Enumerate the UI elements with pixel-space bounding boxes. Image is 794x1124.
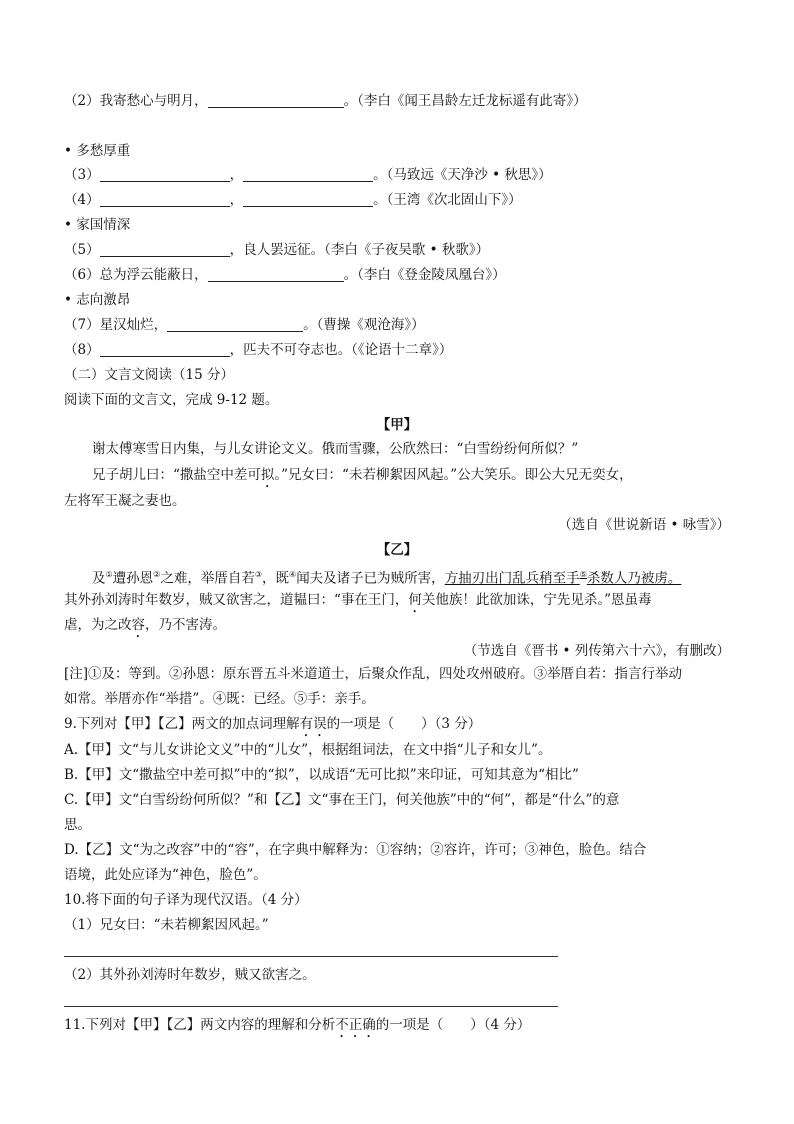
poem-question-5: [64, 241, 489, 259]
question-text: （8）: [64, 342, 100, 358]
option-d-cont: 语境，此处应译为“神色，脸色”。: [64, 867, 267, 883]
passage-text: 遭孙恩: [112, 570, 154, 587]
passage-text: 其外孙刘涛时年数岁，贼又欲害之，道韫曰：“事在王门，: [64, 592, 409, 608]
annotation-line: [注]①及：等到。②孙恩：原东晋五斗米道道士，后聚众作乱，四处攻州破府。③举厝自若：指言行举动: [64, 666, 683, 682]
question-text: ，匹夫不可夺志也。（《论语十二章》）: [229, 342, 453, 358]
footnote-mark: ③: [254, 570, 263, 579]
underlined-sentence: 方抽刃出门乱兵稍至手: [444, 570, 580, 587]
answer-blank[interactable]: [100, 242, 230, 257]
answer-blank[interactable]: [243, 167, 373, 182]
answer-blank[interactable]: [100, 192, 230, 207]
answer-blank[interactable]: [167, 317, 303, 332]
footnote-mark: ⑤: [579, 570, 587, 579]
poem-question-7: [64, 316, 425, 334]
passage-text: ，乃不害涛。: [145, 617, 226, 633]
question-text: 11.下列对【甲】【乙】两文内容的理解和分析: [64, 1017, 336, 1033]
question-text: 。（王湾《次北固山下》）: [373, 192, 522, 208]
passage-yi-source: （节选自《晋书 • 列传第六十六》，有删改）: [463, 643, 730, 659]
poem-question-6: [64, 266, 506, 284]
question-text: （3）: [64, 167, 100, 183]
question-text: ，良人罢远征。（李白《子夜吴歌 • 秋歌》）: [229, 242, 490, 258]
underlined-sentence: 杀数人乃被虏。: [586, 570, 682, 587]
passage-yi-title: 【乙】: [376, 542, 418, 558]
section-heading: • 志向激昂: [64, 292, 131, 308]
answer-blank[interactable]: [243, 192, 373, 207]
poem-question-8: [64, 341, 452, 359]
answer-blank[interactable]: [100, 342, 230, 357]
passage-jia-line: 左将军王凝之妻也。: [64, 493, 186, 509]
poem-question-2: [64, 92, 587, 110]
passage-text: 。”兄女曰：“未若柳絮因风起。”公大笑乐。即公大兄无奕女，: [274, 467, 633, 483]
option-c-cont: 思。: [64, 817, 91, 833]
section-instruction: 阅读下面的文言文，完成 9-12 题。: [64, 392, 279, 408]
question-text: （2）我寄愁心与明月，: [64, 93, 208, 109]
question-text: ，: [229, 192, 244, 208]
passage-jia-source: （选自《世说新语 • 咏雪》）: [558, 517, 730, 533]
question-text: 。（李白《登金陵凤凰台》）: [343, 267, 506, 283]
passage-text: 之难，举厝自若: [160, 570, 255, 587]
section-heading: • 多愁厚重: [64, 143, 131, 159]
answer-blank[interactable]: [208, 93, 344, 108]
passage-yi-line: [92, 566, 681, 588]
dotted-word: 拟: [260, 467, 275, 483]
answer-line[interactable]: [64, 956, 558, 957]
question-text: （6）总为浮云能蔽日，: [64, 267, 208, 283]
answer-blank[interactable]: [208, 267, 344, 282]
passage-jia-line: 谢太傅寒雪日内集，与儿女讲论文义。俄而雪骤，公欣然曰：“白雪纷纷何所似？”: [92, 441, 579, 457]
passage-text: 闻夫及诸子已为贼所害，: [296, 570, 445, 587]
dotted-word: 何: [408, 592, 422, 608]
answer-blank[interactable]: [100, 167, 230, 182]
translate-sentence-1: （1）兄女曰：“未若柳絮因风起。”: [64, 917, 269, 933]
question-10-stem: 10.将下面的句子译为现代汉语。（4 分）: [64, 892, 308, 908]
question-text: 。（曹操《观沧海》）: [303, 317, 425, 333]
question-text: 的一项是（ ）（4 分）: [375, 1017, 531, 1033]
question-text: 。（马致远《天净沙 • 秋思》）: [373, 167, 552, 183]
question-text: ，: [229, 167, 244, 183]
question-text: （4）: [64, 192, 100, 208]
passage-jia-title: 【甲】: [376, 417, 418, 433]
question-text: 的一项是（ ）（3 分）: [326, 716, 482, 732]
passage-text: 及: [92, 570, 106, 587]
passage-jia-line: [92, 466, 633, 491]
passage-text: 虐，为之改: [64, 617, 132, 633]
question-text: （7）星汉灿烂，: [64, 317, 168, 333]
passage-yi-line: [64, 616, 226, 641]
section-title: （二）文言文阅读（15 分）: [64, 367, 234, 383]
footnote-mark: ②: [153, 570, 161, 579]
dotted-word: 容: [131, 617, 145, 633]
dotted-word: 不正确: [335, 1017, 376, 1033]
section-heading: • 家国情深: [64, 217, 131, 233]
passage-yi-line: [64, 591, 652, 616]
passage-text: 关他族！此欲加诛，宁先见杀。”恩虽毒: [421, 592, 652, 608]
answer-line[interactable]: [64, 1006, 558, 1007]
question-text: （5）: [64, 242, 100, 258]
footnote-mark: ④: [289, 570, 297, 579]
question-text: 。（李白《闻王昌龄左迁龙标遥有此寄》）: [343, 93, 587, 109]
question-11-stem: [64, 1016, 530, 1041]
poem-question-4: [64, 191, 522, 209]
annotation-line: 如常。举厝亦作“举措”。④既：已经。⑤手：亲手。: [64, 691, 375, 707]
dotted-word: 有误: [299, 716, 327, 732]
question-9-stem: [64, 715, 481, 740]
question-text: 9.下列对【甲】【乙】两文的加点词理解: [64, 716, 300, 732]
passage-text: ，既: [262, 570, 290, 587]
option-a[interactable]: A.【甲】文“与儿女讲论文义”中的“儿女”，根据组词法，在文中指“儿子和女儿”。: [64, 742, 552, 758]
footnote-mark: ①: [105, 570, 113, 579]
option-b[interactable]: B.【甲】文“撒盐空中差可拟”中的“拟”，以成语“无可比拟”来印证，可知其意为“相比”: [64, 767, 579, 783]
option-d[interactable]: D.【乙】文“为之改容”中的“容”，在字典中解释为：①容纳；②容许，许可；③神色，脸色。结合: [64, 842, 647, 858]
passage-text: 兄子胡儿曰：“撒盐空中差可: [92, 467, 261, 483]
option-c[interactable]: C.【甲】文“白雪纷纷何所似？”和【乙】文“事在王门，何关他族”中的“何”，都是“什么”的意: [64, 792, 620, 808]
translate-sentence-2: （2）其外孙刘涛时年数岁，贼又欲害之。: [64, 967, 316, 983]
poem-question-3: [64, 166, 552, 184]
